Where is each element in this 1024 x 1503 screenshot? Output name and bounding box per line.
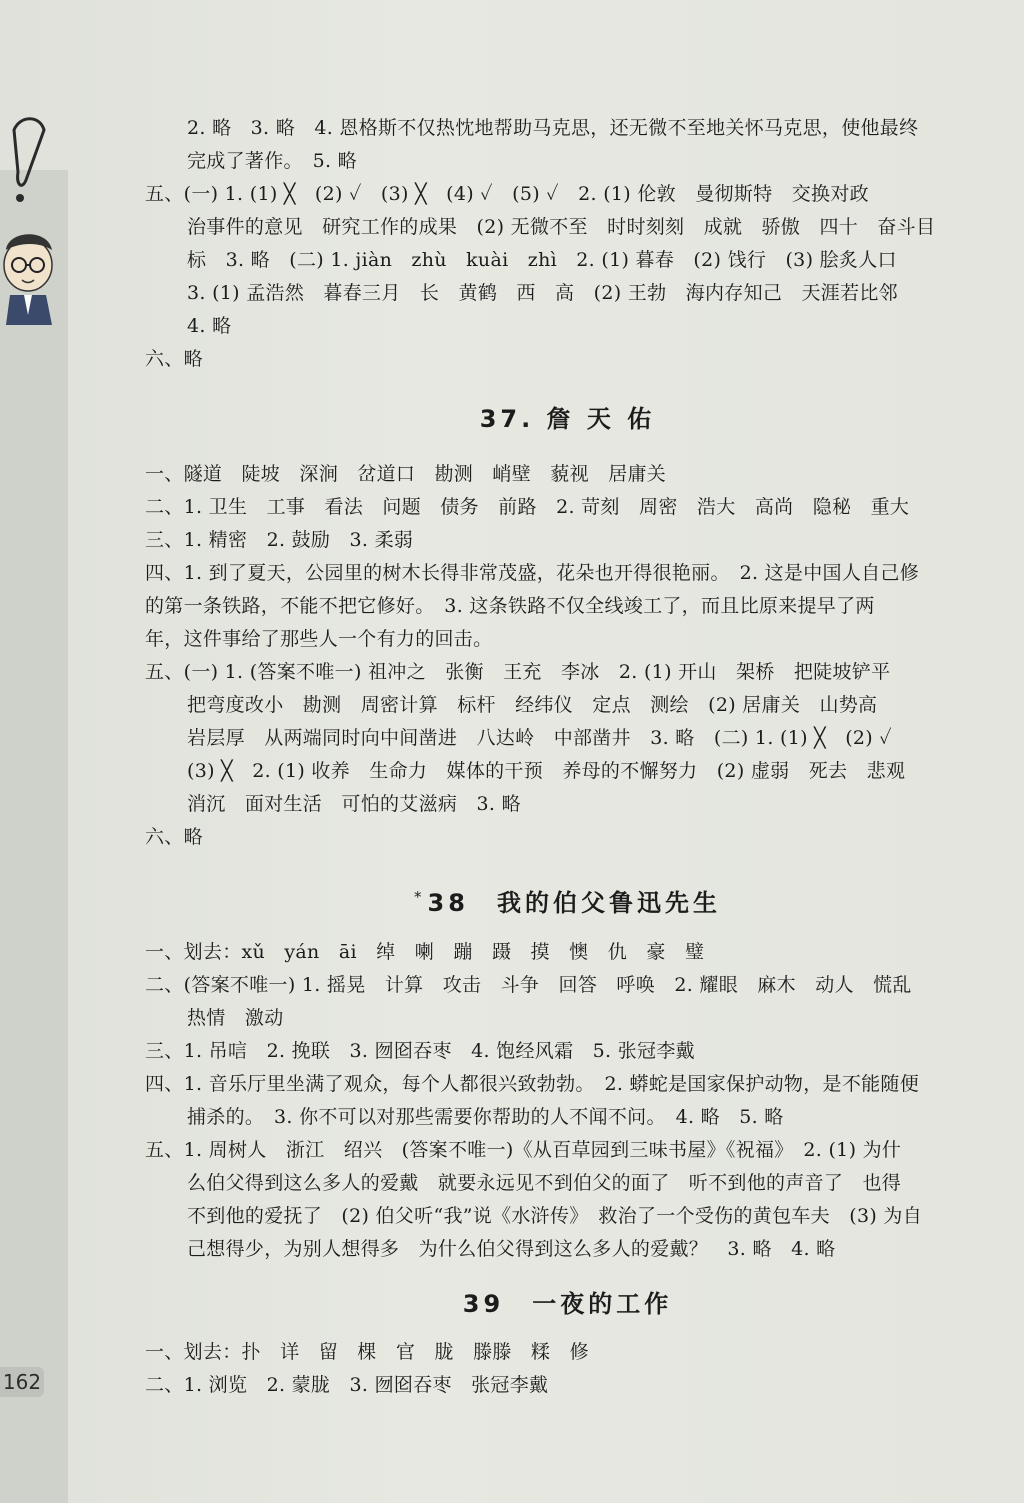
star-mark: * — [414, 888, 426, 906]
text-line: 一、划去：xǔ yán āi 绰 喇 蹦 蹑 摸 懊 仇 豪 璧 — [145, 941, 705, 963]
text-line: 己想得少，为别人想得多 为什么伯父得到这么多人的爱戴？ 3. 略 4. 略 — [187, 1238, 836, 1260]
text-line: 4. 略 — [187, 315, 232, 337]
text-line: 四、1. 音乐厅里坐满了观众，每个人都很兴致勃勃。 2. 蟒蛇是国家保护动物，是不能随便 — [145, 1073, 920, 1095]
text-line: 标 3. 略 (二) 1. jiàn zhù kuài zhì 2. (1) 暮春 (2) 饯行 (3) 脍炙人口 — [187, 249, 897, 271]
text-line: 把弯度改小 勘测 周密计算 标杆 经纬仪 定点 测绘 (2) 居庸关 山势高 — [187, 694, 878, 716]
text-line: 热情 激动 — [187, 1007, 284, 1029]
text-line: 三、1. 精密 2. 鼓励 3. 柔弱 — [145, 529, 414, 551]
text-line: 3. (1) 孟浩然 暮春三月 长 黄鹤 西 高 (2) 王勃 海内存知己 天涯若比邻 — [187, 282, 898, 304]
text-line: 2. 略 3. 略 4. 恩格斯不仅热忱地帮助马克思，还无微不至地关怀马克思，使他最终 — [187, 117, 919, 139]
mascot-illustration — [0, 110, 70, 330]
text-line: 一、隧道 陡坡 深涧 岔道口 勘测 峭壁 藐视 居庸关 — [145, 463, 667, 485]
section-38-title-text: 38 我的伯父鲁迅先生 — [427, 889, 721, 917]
section-39-body — [145, 1336, 990, 1402]
text-line: 五、(一) 1. (答案不唯一) 祖冲之 张衡 王充 李冰 2. (1) 开山 架桥 把陡坡铲平 — [145, 661, 891, 683]
margin-strip — [0, 170, 68, 1503]
text-line: 二、(答案不唯一) 1. 摇晃 计算 攻击 斗争 回答 呼唤 2. 耀眼 麻木 动人 慌乱 — [145, 974, 912, 996]
section-37-title: 37. 詹 天 佑 — [479, 405, 656, 433]
text-line: (3) ╳ 2. (1) 收养 生命力 媒体的干预 养母的不懈努力 (2) 虚弱 死去 悲观 — [187, 760, 906, 782]
section-39-title: 39 一夜的工作 — [462, 1290, 673, 1318]
text-line: 二、1. 浏览 2. 蒙胧 3. 囫囵吞枣 张冠李戴 — [145, 1374, 549, 1396]
text-line: 年，这件事给了那些人一个有力的回击。 — [145, 628, 493, 650]
text-line: 一、划去：扑 详 留 棵 官 胧 滕滕 糅 修 — [145, 1341, 589, 1363]
text-line: 六、略 — [145, 826, 203, 848]
text-line: 四、1. 到了夏天，公园里的树木长得非常茂盛，花朵也开得很艳丽。 2. 这是中国人自己修 — [145, 562, 920, 584]
text-line: 么伯父得到这么多人的爱戴 就要永远见不到伯父的面了 听不到他的声音了 也得 — [187, 1172, 902, 1194]
text-line: 不到他的爱抚了 (2) 伯父听“我”说《水浒传》 救治了一个受伤的黄包车夫 (3) 为自 — [187, 1205, 923, 1227]
section-37-body — [145, 458, 990, 854]
text-line: 三、1. 吊唁 2. 挽联 3. 囫囵吞枣 4. 饱经风霜 5. 张冠李戴 — [145, 1040, 695, 1062]
page-number: 162 — [0, 1367, 44, 1397]
section-36-tail — [145, 112, 990, 376]
text-line: 完成了著作。 5. 略 — [187, 150, 357, 172]
section-38-body — [145, 936, 990, 1266]
text-line: 二、1. 卫生 工事 看法 问题 债务 前路 2. 苛刻 周密 浩大 高尚 隐秘 重大 — [145, 496, 910, 518]
answer-content — [145, 112, 990, 1402]
text-line: 五、1. 周树人 浙江 绍兴 (答案不唯一)《从百草园到三味书屋》《祝福》 2. (1) 为什 — [145, 1139, 902, 1161]
text-line: 消沉 面对生活 可怕的艾滋病 3. 略 — [187, 793, 521, 815]
text-line: 治事件的意见 研究工作的成果 (2) 无微不至 时时刻刻 成就 骄傲 四十 奋斗目 — [187, 216, 936, 238]
text-line: 捕杀的。 3. 你不可以对那些需要你帮助的人不闻不问。 4. 略 5. 略 — [187, 1106, 784, 1128]
text-line: 五、(一) 1. (1) ╳ (2) ✓ (3) ╳ (4) ✓ (5) ✓ 2. (1) 伦敦 曼彻斯特 交换对政 — [145, 183, 869, 205]
text-line: 岩层厚 从两端同时向中间凿进 八达岭 中部凿井 3. 略 (二) 1. (1) ╳ (2) ✓ — [187, 727, 892, 749]
text-line: 六、略 — [145, 348, 203, 370]
section-38-title — [145, 868, 990, 926]
text-line: 的第一条铁路，不能不把它修好。 3. 这条铁路不仅全线竣工了，而且比原来提早了两 — [145, 595, 875, 617]
